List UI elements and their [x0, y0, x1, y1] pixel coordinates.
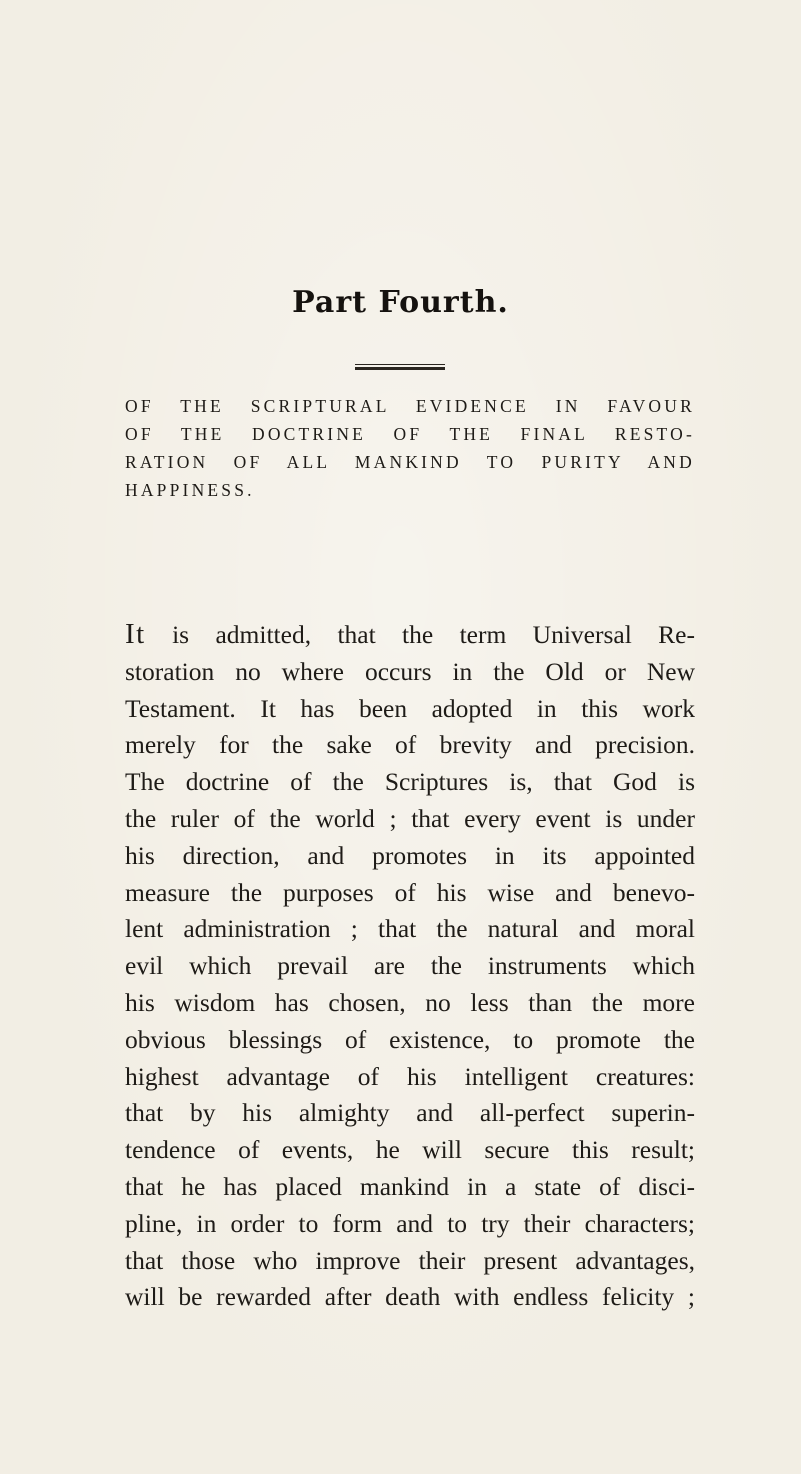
body-line: lent administration ; that the natural and moral: [125, 914, 695, 944]
body-line: obvious blessings of existence, to promote the: [125, 1024, 695, 1054]
body-line: merely for the sake of brevity and precision.: [125, 730, 695, 760]
body-line: his wisdom has chosen, no less than the more: [125, 987, 695, 1017]
body-line: The doctrine of the Scriptures is, that God is: [125, 767, 695, 797]
body-line: evil which prevail are the instruments which: [125, 951, 695, 981]
body-line: tendence of events, he will secure this result;: [125, 1135, 695, 1165]
chapter-title-line: HAPPINESS.: [125, 480, 255, 500]
lead-word: It: [125, 618, 146, 650]
chapter-title-line: RATION OF ALL MANKIND TO PURITY AND: [125, 452, 695, 472]
body-line: his direction, and promotes in its appointed: [125, 840, 695, 870]
rule-thick-line: [355, 367, 445, 370]
chapter-title: [125, 392, 695, 504]
body-line: that those who improve their present advantages,: [125, 1245, 695, 1275]
body-line: measure the purposes of his wise and benevo-: [125, 877, 695, 907]
body-line: [125, 616, 695, 654]
body-line: Testament. It has been adopted in this work: [125, 693, 695, 723]
chapter-title-line: OF THE SCRIPTURAL EVIDENCE IN FAVOUR: [125, 396, 695, 416]
body-line: that he has placed mankind in a state of disci-: [125, 1171, 695, 1201]
body-paragraph: [125, 616, 695, 1316]
first-line-rest: is admitted, that the term Universal Re-: [145, 620, 695, 649]
part-heading: Part Fourth.: [292, 285, 509, 320]
body-line: pline, in order to form and to try their characters;: [125, 1208, 695, 1238]
rule-thin-line: [355, 364, 445, 365]
body-line: the ruler of the world ; that every event is under: [125, 803, 695, 833]
body-line: that by his almighty and all-perfect superin-: [125, 1098, 695, 1128]
body-line: will be rewarded after death with endless felicity ;: [125, 1282, 695, 1312]
body-line: highest advantage of his intelligent creatures:: [125, 1061, 695, 1091]
body-line: storation no where occurs in the Old or New: [125, 656, 695, 686]
chapter-title-line: OF THE DOCTRINE OF THE FINAL RESTO-: [125, 424, 695, 444]
